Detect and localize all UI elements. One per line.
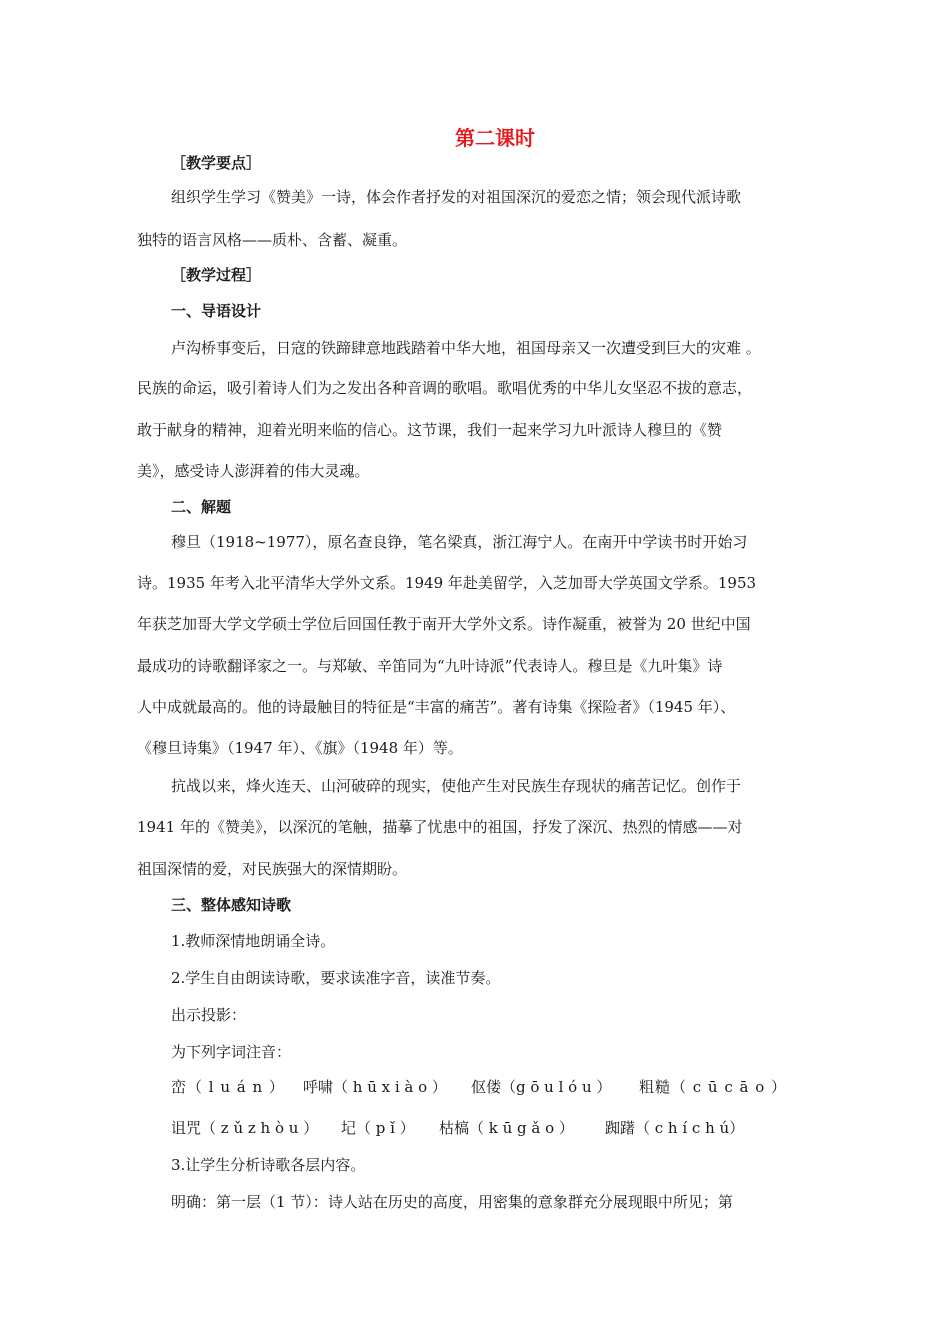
pinyin-item: 枯槁（ k ū g ǎ o ） [439,1119,574,1137]
intro-heading: 一、导语设计 [171,302,262,320]
paragraph-line: 祖国深情的爱，对民族强大的深情期盼。 [137,860,408,878]
teaching-points-heading: ［教学要点］ [171,154,262,172]
pinyin-item: 峦（ l u á n ） [171,1078,285,1096]
overall-heading: 三、整体感知诗歌 [171,896,292,914]
phonetic-prompt: 为下列字词注音： [171,1043,292,1061]
paragraph-line: 敢于献身的精神，迎着光明来临的信心。这节课，我们一起来学习九叶派诗人穆旦的《赞 [137,421,723,439]
pinyin-item: 粗糙（ c ū c ā o ） [639,1078,788,1096]
pinyin-item: 伛偻（g ō u l ó u ） [471,1078,612,1096]
paragraph-line: 组织学生学习《赞美》一诗，体会作者抒发的对祖国深沉的爱恋之情；领会现代派诗歌 [171,188,742,206]
paragraph-line: 1941 年的《赞美》，以深沉的笔触，描摹了忧患中的祖国，抒发了深沉、热烈的情感——对 [137,818,743,836]
step-line: 3.让学生分析诗歌各层内容。 [171,1156,366,1174]
projection-label: 出示投影： [171,1006,247,1024]
pinyin-item: 呼啸（ h ū x i à o ） [303,1078,447,1096]
page-title: 第二课时 [455,126,535,150]
paragraph-line: 卢沟桥事变后，日寇的铁蹄肆意地践踏着中华大地，祖国母亲又一次遭受到巨大的灾难 。 [171,339,761,357]
paragraph-line: 穆旦（1918~1977），原名查良铮，笔名梁真，浙江海宁人。在南开中学读书时开始习 [171,533,748,551]
pinyin-item: 踟躇（ c h í c h ú） [605,1119,745,1137]
paragraph-line: 诗。1935 年考入北平清华大学外文系。1949 年赴美留学，入芝加哥大学英国文学系。1953 [137,574,757,592]
pinyin-item: 诅咒（ z ǔ z h ò u ） [171,1119,319,1137]
paragraph-line: 美》，感受诗人澎湃着的伟大灵魂。 [137,462,370,480]
paragraph-line: 抗战以来，烽火连天、山河破碎的现实，使他产生对民族生存现状的痛苦记忆。创作于 [171,777,742,795]
step-line: 1.教师深情地朗诵全诗。 [171,932,336,950]
teaching-process-heading: ［教学过程］ [171,266,262,284]
step-line: 2.学生自由朗读诗歌，要求读准字音，读准节奏。 [171,969,501,987]
paragraph-line: 人中成就最高的。他的诗最触目的特征是“丰富的痛苦”。著有诗集《探险者》（1945 年）、 [137,698,736,716]
paragraph-line: 《穆旦诗集》（1947 年）、《旗》（1948 年）等。 [137,739,463,757]
paragraph-line: 民族的命运，吸引着诗人们为之发出各种音调的歌唱。歌唱优秀的中华儿女坚忍不拔的意志， [137,379,753,397]
paragraph-line: 明确：第一层（1 节）：诗人站在历史的高度，用密集的意象群充分展现眼中所见；第 [171,1193,733,1211]
paragraph-line: 独特的语言风格——质朴、含蓄、凝重。 [137,231,408,249]
paragraph-line: 年获芝加哥大学文学硕士学位后回国任教于南开大学外文系。诗作凝重，被誉为 20 世纪中国 [137,615,751,633]
explain-heading: 二、解题 [171,498,232,516]
paragraph-line: 最成功的诗歌翻译家之一。与郑敏、辛笛同为“九叶诗派”代表诗人。穆旦是《九叶集》诗 [137,657,723,675]
pinyin-item: 圮（ p ǐ ） [341,1119,415,1137]
